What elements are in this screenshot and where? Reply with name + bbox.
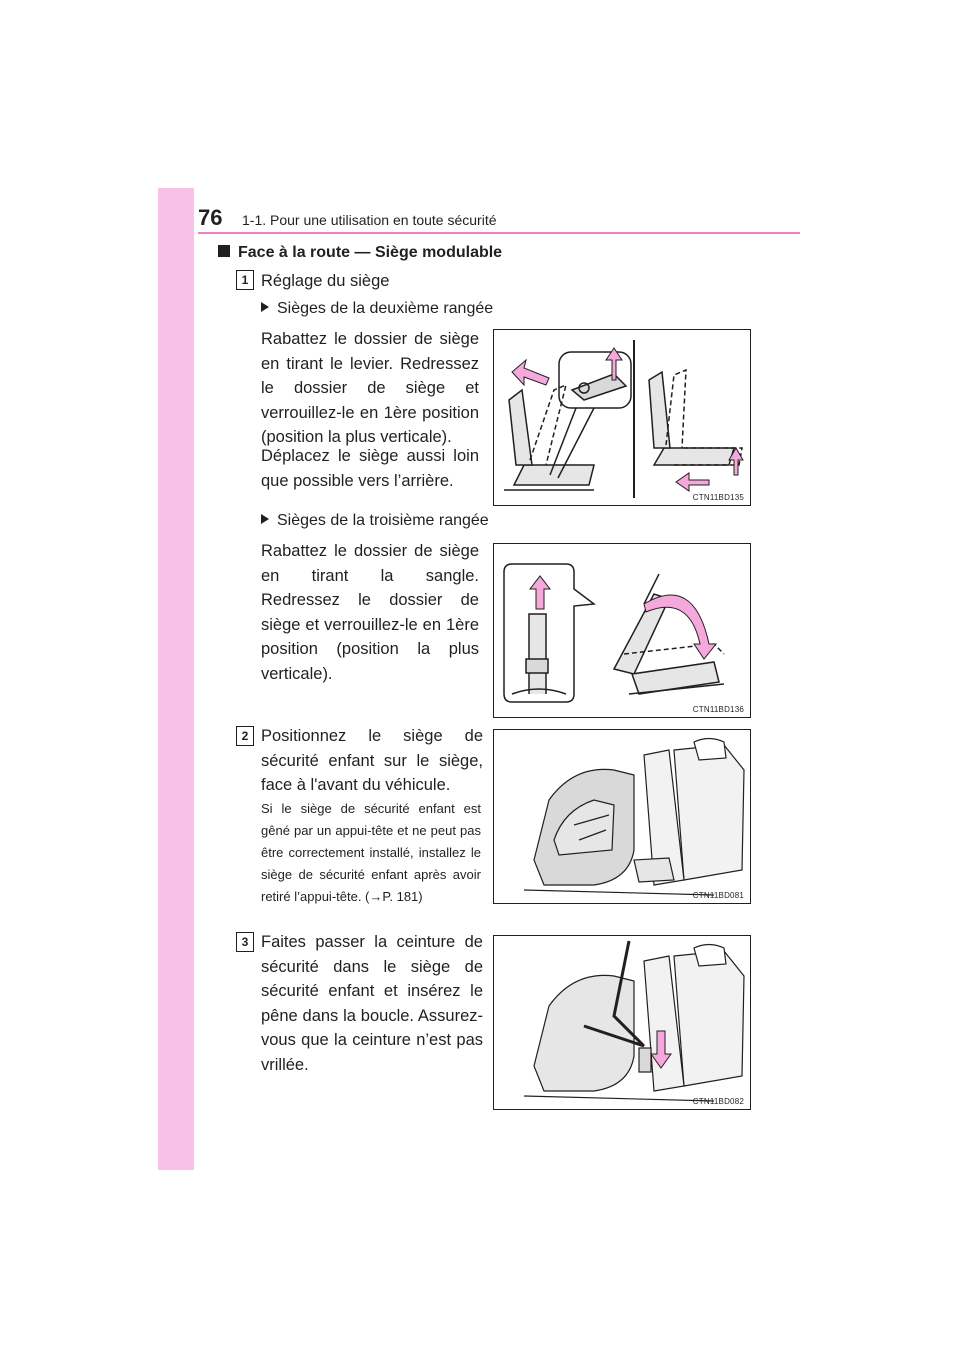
figure-code: CTN11BD082: [692, 1097, 744, 1106]
step1-second-row-paragraph-1: Rabattez le dossier de siège en tirant le levier. Redressez le dossier de siège et verrouillez-le en 1ère position (position la plus verticale).: [261, 330, 479, 447]
step-number-2: 2: [236, 726, 254, 746]
page-number: 76: [198, 205, 223, 230]
section-heading-text: Face à la route — Siège modulable: [238, 244, 503, 261]
section-heading: [218, 244, 502, 262]
figure-second-row-seat: [493, 329, 751, 506]
figure-code: CTN11BD081: [692, 891, 744, 900]
step3-text: Faites passer la ceinture de sécurité dans le siège de sécurité enfant et insérez le pêne dans la boucle. Assurez-vous que la ceinture n’est pas vrillée.: [261, 933, 483, 1074]
step2-text: Positionnez le siège de sécurité enfant sur le siège, face à l'avant du véhicule.: [261, 727, 483, 795]
figure-belt-routing: [493, 935, 751, 1110]
step1-third-row-paragraph: Rabattez le dossier de siège en tirant la sangle. Redressez le dossier de siège et verrouillez-le en 1ère position (position la plus verticale).: [261, 542, 479, 683]
step1-title: Réglage du siège: [261, 272, 390, 290]
step2-note: Si le siège de sécurité enfant est gêné par un appui-tête et ne peut pas être correctement installé, installez le siège de sécurité enfant après avoir retiré l’appui-tête. (→P. 181): [261, 801, 481, 904]
step-number-3: 3: [236, 932, 254, 952]
bullet-second-row-text: Sièges de la deuxième rangée: [277, 300, 494, 317]
step1-second-row-paragraph-2: Déplacez le siège aussi loin que possible vers l’arrière.: [261, 447, 479, 490]
square-bullet-icon: [218, 245, 230, 257]
side-tab: [158, 188, 194, 1170]
figure-third-row-seat: [493, 543, 751, 718]
figure-code: CTN11BD136: [692, 705, 744, 714]
bullet-third-row: [261, 512, 489, 530]
figure-code: CTN11BD135: [692, 493, 744, 502]
chapter-title: 1-1. Pour une utilisation en toute sécurité: [242, 212, 497, 228]
triangle-bullet-icon: [261, 302, 269, 312]
triangle-bullet-icon: [261, 514, 269, 524]
figure-child-seat-positioned: [493, 729, 751, 904]
bullet-third-row-text: Sièges de la troisième rangée: [277, 512, 489, 529]
header-rule: [198, 232, 800, 234]
bullet-second-row: [261, 300, 493, 318]
step-number-1: 1: [236, 270, 254, 290]
